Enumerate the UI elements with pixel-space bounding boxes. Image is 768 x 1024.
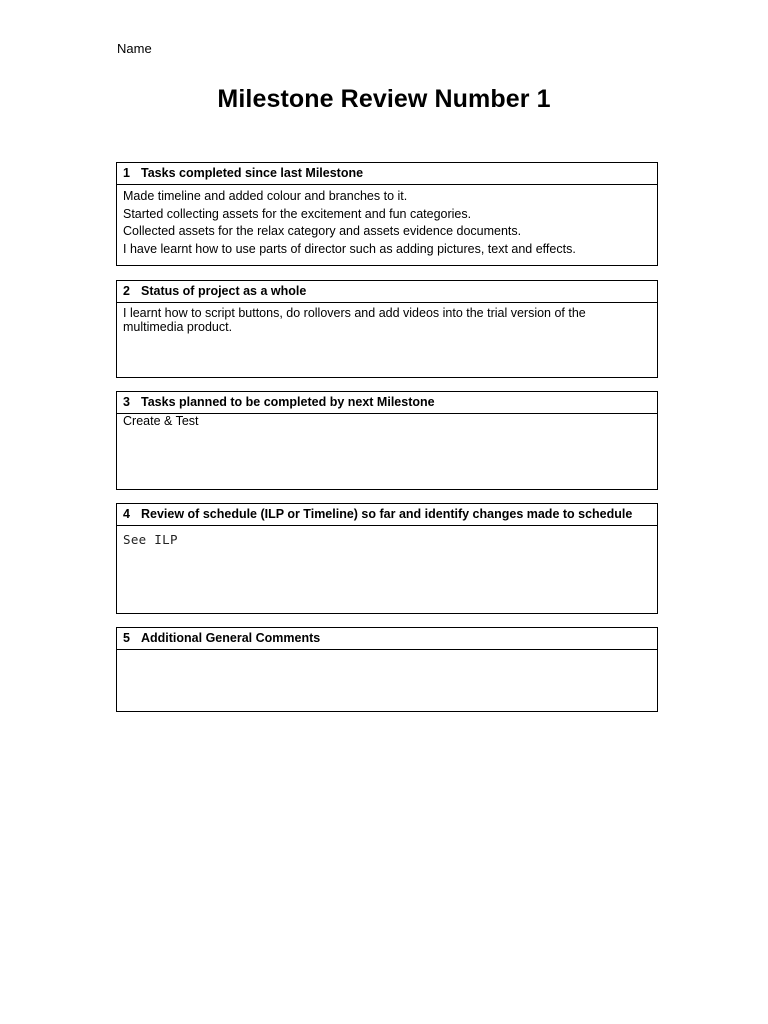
section-header [117, 281, 657, 303]
section-number: 3 [123, 395, 130, 409]
body-line: Collected assets for the relax category and assets evidence documents. [123, 224, 522, 238]
section-heading: Additional General Comments [141, 631, 321, 645]
section-number: 1 [123, 166, 130, 180]
name-label: Name [117, 41, 152, 56]
section-heading: Tasks completed since last Milestone [141, 166, 364, 180]
section-number: 4 [123, 507, 130, 521]
body-line: I have learnt how to use parts of director such as adding pictures, text and effects. [123, 241, 576, 256]
section-tasks-completed [116, 162, 658, 266]
section-project-status [116, 280, 658, 378]
section-heading: Review of schedule (ILP or Timeline) so far and identify changes made to schedule [141, 507, 633, 521]
section-general-comments [116, 627, 658, 712]
document-title: Milestone Review Number 1 [217, 85, 551, 113]
section-body [117, 414, 657, 428]
body-line: Made timeline and added colour and branches to it. [123, 189, 408, 203]
section-body [117, 650, 657, 653]
handwritten-note: See ILP [123, 532, 178, 547]
body-line: multimedia product. [123, 320, 233, 334]
section-header [117, 504, 657, 526]
section-body [117, 303, 657, 334]
section-number: 5 [123, 631, 130, 645]
body-line: Started collecting assets for the excitement and fun categories. [123, 206, 472, 221]
section-heading: Status of project as a whole [141, 284, 307, 298]
section-header [117, 392, 657, 414]
body-line: Create & Test [123, 414, 199, 428]
section-heading: Tasks planned to be completed by next Milestone [141, 395, 435, 409]
section-header [117, 628, 657, 650]
section-schedule-review [116, 503, 658, 614]
section-tasks-planned [116, 391, 658, 490]
body-line: I learnt how to script buttons, do rollovers and add videos into the trial version of the [123, 306, 586, 320]
section-number: 2 [123, 284, 130, 298]
section-header [117, 163, 657, 185]
section-body [117, 185, 657, 258]
section-body [117, 526, 657, 547]
